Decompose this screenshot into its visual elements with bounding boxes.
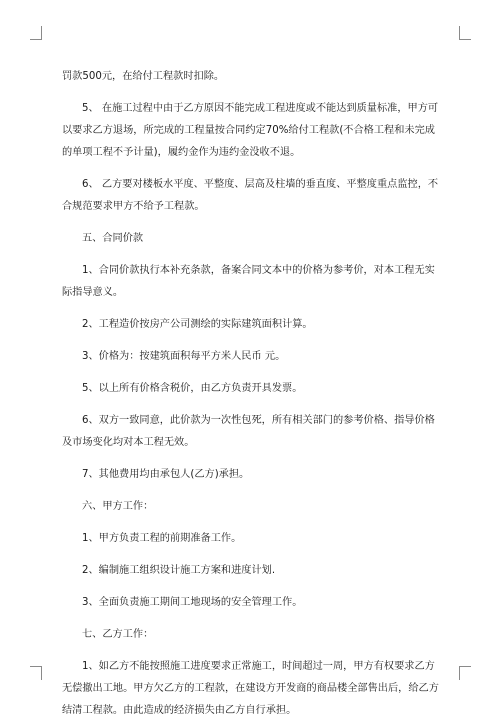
crop-mark-top-left-v <box>41 26 42 40</box>
document-line: 无偿撤出工地。甲方欠乙方的工程款，在建设方开发商的商品楼全部售出后，给乙方 <box>62 683 439 694</box>
document-line: 1、如乙方不能按照施工进度要求正常施工，时间超过一周，甲方有权要求乙方 <box>82 661 435 672</box>
document-line: 1、合同价款执行本补充条款，备案合同文本中的价格为参考价，对本工程无实 <box>82 265 435 276</box>
document-line: 2、编制施工组织设计施工方案和进度计划. <box>82 565 276 576</box>
document-line: 七、乙方工作： <box>82 629 154 640</box>
document-line: 1、甲方负责工程的前期准备工作。 <box>82 533 242 544</box>
document-line: 六、甲方工作： <box>82 501 154 512</box>
crop-mark-bottom-left-v <box>41 666 42 680</box>
document-line: 2、工程造价按房产公司测绘的实际建筑面积计算。 <box>82 319 313 330</box>
document-line: 合规范要求甲方不给予工程款。 <box>62 201 205 212</box>
document-line: 际指导意义。 <box>62 287 124 298</box>
document-line: 7、其他费用均由承包人(乙方)承担。 <box>82 469 250 480</box>
document-line: 五、合同价款 <box>82 233 144 244</box>
document-line: 5、以上所有价格含税价，由乙方负责开具发票。 <box>82 383 303 394</box>
crop-mark-bottom-right-h <box>459 666 471 667</box>
document-line: 罚款500元，在给付工程款时扣除。 <box>62 71 225 82</box>
document-line: 及市场变化均对本工程无效。 <box>62 437 195 448</box>
document-line: 3、价格为：按建筑面积每平方米人民币 元。 <box>82 351 286 362</box>
document-page <box>62 66 444 722</box>
document-line: 3、全面负责施工期间工地现场的安全管理工作。 <box>82 597 303 608</box>
document-line: 6、 乙方要对楼板水平度、平整度、层高及柱墙的垂直度、平整度重点监控，不 <box>82 179 439 190</box>
document-line: 5、 在施工过程中由于乙方原因不能完成工程进度或不能达到质量标准，甲方可 <box>82 103 439 114</box>
document-line: 的单项工程不予计量)，履约金作为违约金没收不退。 <box>62 147 301 158</box>
document-line: 以要求乙方退场，所完成的工程量按合同约定70%给付工程款(不合格工程和未完成 <box>62 125 435 136</box>
document-line: 6、双方一致同意，此价款为一次性包死，所有相关部门的参考价格、指导价格 <box>82 415 435 426</box>
document-line: 结清工程款。由此造成的经济损失由乙方自行承担。 <box>62 705 297 716</box>
crop-mark-top-right-v <box>459 26 460 40</box>
crop-mark-bottom-right-v <box>459 666 460 680</box>
crop-mark-top-right-h <box>459 39 471 40</box>
